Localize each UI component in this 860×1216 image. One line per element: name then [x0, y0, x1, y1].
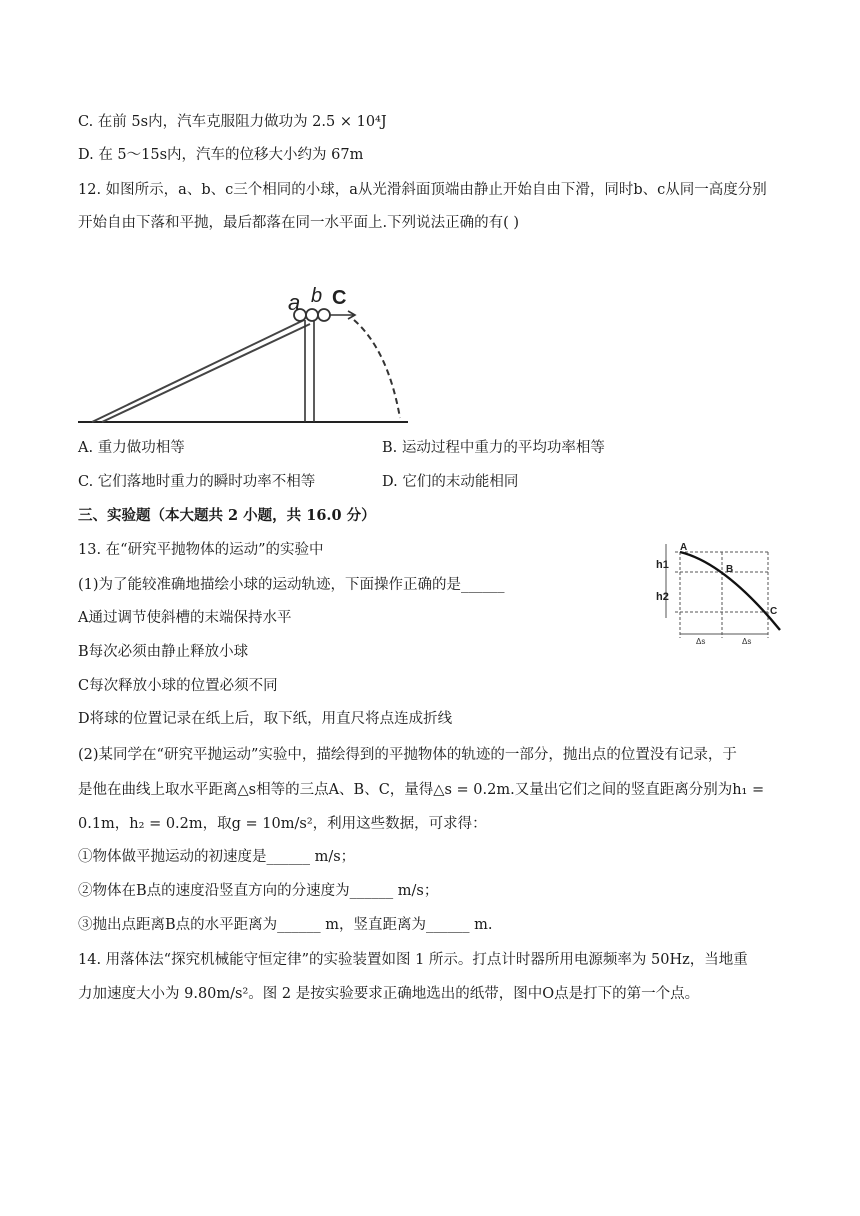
label-b: b [311, 285, 323, 307]
question-12-line1: 12. 如图所示，a、b、c三个相同的小球，a从光滑斜面顶端由静止开始自由下滑，同时b、c从同一高度分别 [78, 182, 767, 198]
question-12-line2: 开始自由下落和平抛，最后都落在同一水平面上.下列说法正确的有( ) [78, 215, 520, 231]
option-13d: D将球的位置记录在纸上后，取下纸，用直尺将点连成折线 [78, 711, 453, 727]
option-13b: B每次必须由静止释放小球 [78, 644, 249, 660]
trajectory-figure [650, 538, 785, 653]
option-12b: B. 运动过程中重力的平均功率相等 [382, 440, 605, 456]
question-13-sub3: ③抛出点距离B点的水平距离为______ m，竖直距离为______ m. [78, 917, 493, 933]
line-c-option: C. 在前 5s内，汽车克服阻力做功为 2.5 × 10⁴J [78, 114, 387, 130]
label-c: C [332, 287, 347, 309]
question-13-part2-line3: 0.1m，h₂ = 0.2m，取g = 10m/s²，利用这些数据，可求得： [78, 816, 487, 832]
question-13-sub2: ②物体在B点的速度沿竖直方向的分速度为______ m/s； [78, 883, 439, 899]
question-14-line1: 14. 用落体法“探究机械能守恒定律”的实验装置如图 1 所示。打点计时器所用电源频率为 50Hz，当地重 [78, 952, 748, 968]
question-13-part2-line2: 是他在曲线上取水平距离△s相等的三点A、B、C，量得△s = 0.2m.又量出它们之间的竖直距离分别为h₁ = [78, 782, 765, 798]
question-13-part2-line1: (2)某同学在“研究平抛运动”实验中，描绘得到的平抛物体的轨迹的一部分，抛出点的位置没有记录，于 [78, 747, 737, 763]
option-12d: D. 它们的末动能相同 [382, 474, 519, 490]
option-13a: A通过调节使斜槽的末端保持水平 [78, 610, 292, 626]
inclined-plane-figure [78, 280, 498, 430]
h1-label: h1 [656, 559, 669, 571]
question-13-sub1: ①物体做平抛运动的初速度是______ m/s； [78, 849, 356, 865]
section-3-heading: 三、实验题（本大题共 2 小题，共 16.0 分） [78, 507, 376, 524]
label-a: a [288, 290, 301, 315]
ds1-label: Δs [696, 637, 706, 646]
point-c: C [770, 606, 778, 617]
option-13c: C每次释放小球的位置必须不同 [78, 678, 278, 694]
question-13-part1: (1)为了能较准确地描绘小球的运动轨迹，下面操作正确的是______ [78, 577, 505, 593]
h2-label: h2 [656, 591, 669, 603]
line-d-option: D. 在 5～15s内，汽车的位移大小约为 67m [78, 147, 364, 163]
option-12c: C. 它们落地时重力的瞬时功率不相等 [78, 474, 316, 490]
point-b: B [726, 564, 734, 575]
question-14-line2: 力加速度大小为 9.80m/s²。图 2 是按实验要求正确地选出的纸带，图中O点是打下的第一个点。 [78, 986, 700, 1002]
ds2-label: Δs [742, 637, 752, 646]
point-a: A [680, 542, 688, 553]
question-13: 13. 在“研究平抛物体的运动”的实验中 [78, 542, 324, 558]
option-12a: A. 重力做功相等 [78, 440, 185, 456]
